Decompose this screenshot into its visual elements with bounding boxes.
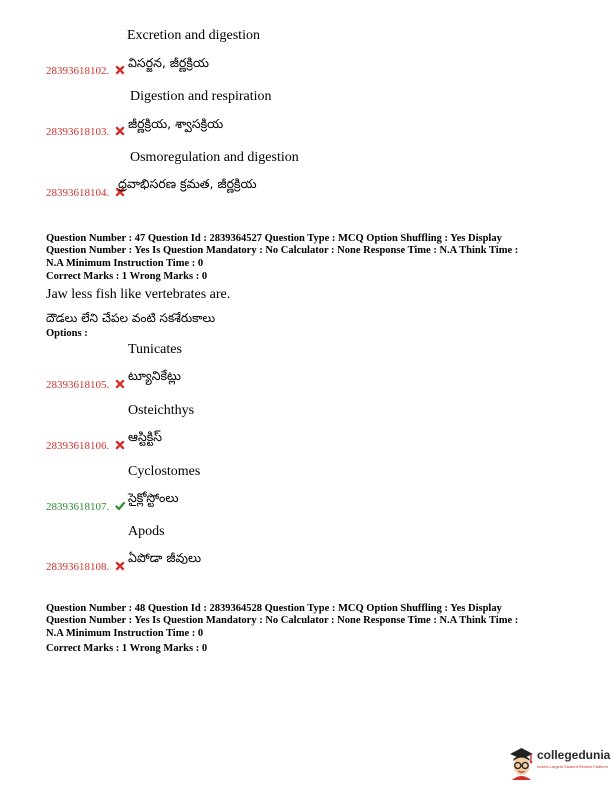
option-text-te: జీర్ణక్రియ, శ్వాసక్రియ [128,116,224,131]
option-text-en: Osmoregulation and digestion [130,150,299,165]
option-row [46,375,125,393]
option-id: 28393618106. [46,440,110,452]
option-text-te: విసర్జన, జీర్ణక్రియ [128,55,209,70]
question-meta-line: Question Number : 48 Question Id : 2839364528 Question Type : MCQ Option Shuffling : Yes Display [46,603,502,614]
option-text-te: ఆస్టిక్టిస్ [128,429,163,444]
option-row [46,183,125,201]
option-row [46,436,125,454]
option-text-en: Excretion and digestion [127,28,260,43]
wrong-cross-icon [115,440,125,450]
option-row [46,122,125,140]
question-marks: Correct Marks : 1 Wrong Marks : 0 [46,271,208,282]
option-text-te: ట్యూనికేట్లు [128,368,182,383]
question-meta [46,233,518,270]
option-id: 28393618105. [46,379,110,391]
question-text-te: దౌడలు లేని చేపల వంటి సకశేరుకాలు [46,311,216,325]
option-text-en: Apods [128,524,165,539]
wrong-cross-icon [115,65,125,75]
wrong-cross-icon [115,379,125,389]
question-meta-line: Question Number : 47 Question Id : 2839364527 Question Type : MCQ Option Shuffling : Yes Display [46,233,502,244]
question-meta-line: Question Number : Yes Is Question Mandatory : No Calculator : None Response Time : N.A Think Time : [46,615,519,627]
option-id: 28393618107. [46,501,110,513]
collegedunia-logo [508,744,611,784]
question-meta-line: Question Number : Yes Is Question Mandatory : No Calculator : None Response Time : N.A Think Time : [46,245,519,257]
option-text-te: ద్రవాభిసరణ క్రమత, జీర్ణక్రియ [118,176,257,191]
logo-tagline: India's Largest Student Review Platform [537,764,609,769]
wrong-cross-icon [115,126,125,136]
option-text-te: సైక్లోస్టోంలు [128,490,179,505]
question-meta [46,603,518,640]
option-id: 28393618102. [46,65,110,77]
options-label: Options : [46,328,88,339]
question-text-en: Jaw less fish like vertebrates are. [46,287,231,302]
option-row [46,497,125,515]
student-mascot-icon [508,746,535,780]
option-text-en: Cyclostomes [128,464,201,479]
logo-name: collegedunia [537,748,611,762]
option-row [46,557,125,575]
question-meta-line: N.A Minimum Instruction Time : 0 [46,627,204,639]
option-id: 28393618103. [46,126,110,138]
correct-check-icon [115,501,125,511]
option-text-te: ఏపోడా జీవులు [128,550,202,565]
option-text-en: Osteichthys [128,403,195,418]
option-row [46,61,125,79]
option-id: 28393618104. [46,187,110,199]
question-meta-line: N.A Minimum Instruction Time : 0 [46,257,204,269]
option-text-en: Tunicates [128,342,182,357]
option-text-en: Digestion and respiration [130,89,272,104]
question-marks: Correct Marks : 1 Wrong Marks : 0 [46,643,208,654]
wrong-cross-icon [115,561,125,571]
option-id: 28393618108. [46,561,110,573]
